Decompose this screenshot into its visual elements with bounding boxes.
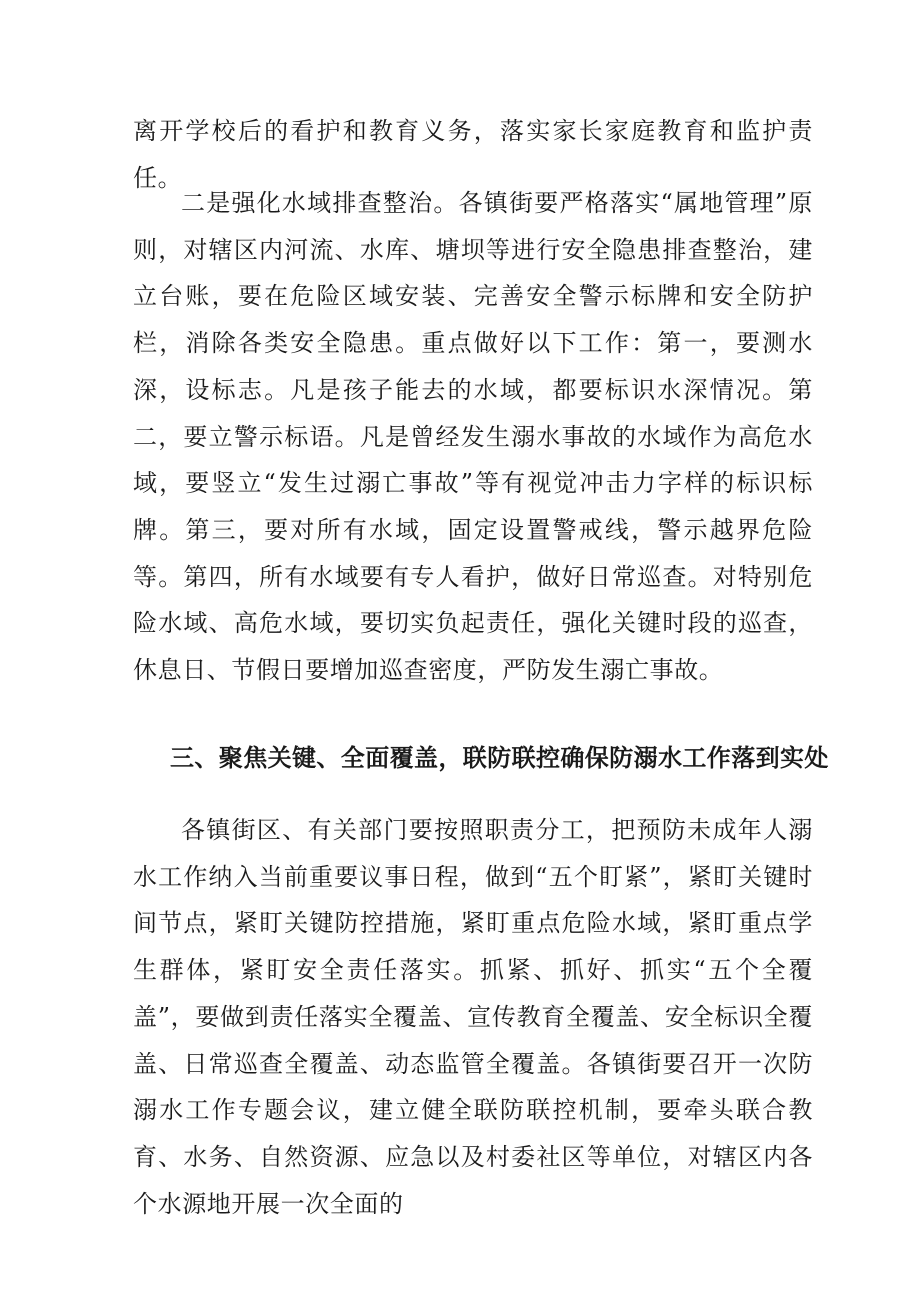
paragraph-water-inspection: 二是强化水域排查整治。各镇街要严格落实“属地管理”原则，对辖区内河流、水库、塘坝等进行安全隐患排查整治，建立台账，要在危险区域安装、完善安全警示标牌和安全防护栏，消除各类安全隐患。重点做好以下工作：第一，要测水深，设标志。凡是孩子能去的水域，都要标识水深情况。第二，要立警示标语。凡是曾经发生溺水事故的水域作为高危水域，要竖立“发生过溺亡事故”等有视觉冲击力字样的标识标牌。第三，要对所有水域，固定设置警戒线，警示越界危险等。第四，所有水域要有专人看护，做好日常巡查。对特别危险水域、高危水域，要切实负起责任，强化关键时段的巡查，休息日、节假日要增加巡查密度，严防发生溺亡事故。 xyxy=(133,189,813,685)
paragraph-joint-prevention: 各镇街区、有关部门要按照职责分工，把预防未成年人溺水工作纳入当前重要议事日程，做到“五个盯紧”，紧盯关键时间节点，紧盯关键防控措施，紧盯重点危险水域，紧盯重点学生群体，紧盯安全责任落实。抓紧、抓好、抓实“五个全覆盖”，要做到责任落实全覆盖、宣传教育全覆盖、安全标识全覆盖、日常巡查全覆盖、动态监管全覆盖。各镇街要召开一次防溺水工作专题会议，建立健全联防联控机制，要牵头联合教育、水务、自然资源、应急以及村委社区等单位，对辖区内各个水源地开展一次全面的 xyxy=(133,816,813,1218)
paragraph-continuation: 离开学校后的看护和教育义务，落实家长家庭教育和监护责任。 xyxy=(133,117,813,192)
section-heading-3: 三、聚焦关键、全面覆盖，联防联控确保防溺水工作落到实处 xyxy=(170,744,829,772)
